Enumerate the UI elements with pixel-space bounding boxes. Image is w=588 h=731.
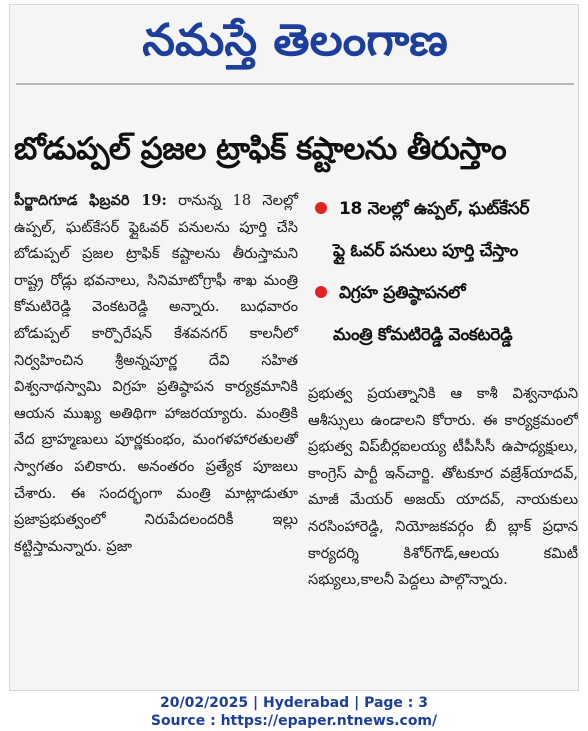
- article-text-right: ప్రభుత్వ ప్రయత్నానికి ఆ కాశీ విశ్వనాథుని ఆశీస్సులు ఉండాలని కోరారు. ఈ కార్యక్రమంలో ప్రభుత్వ విప్‌బీర్లఐలయ్య టీపీసీసీ ఉపాధ్యక్షులు, కాంగ్రెస్‌ పార్టీ ఇన్‌చార్జి. తోటకూర వజ్రేశ్‌యాదవ్‌, మాజీ మేయర్‌ అజయ్‌ యాదవ్‌, నాయకులు నరసింహారెడ్డి, నియోజకవర్గం బీ బ్లాక్‌ ప్రధాన కార్యదర్శి కిశోర్‌గౌడ్‌,ఆలయ కమిటీ సభ్యులు,కాలనీ పెద్దలు పాల్గొన్నారు.: [308, 385, 578, 589]
- masthead-divider: [16, 83, 574, 85]
- footer-source-link[interactable]: Source : https://epaper.ntnews.com/: [150, 713, 438, 729]
- highlights-box: [309, 188, 579, 368]
- highlight-item: [309, 188, 579, 272]
- highlight-line: విగ్రహ ప్రతిష్ఠాపనలో: [339, 283, 466, 303]
- newspaper-masthead: నమస్తే తెలంగాణ: [142, 15, 448, 66]
- article-headline: బోడుప్పల్‌ ప్రజల ట్రాఫిక్‌ కష్టాలను తీరుస్తాం: [14, 131, 507, 167]
- article-body-left: [14, 188, 298, 560]
- highlight-line: ఫ్లై ఓవర్‌ పనులు పూర్తి చేస్తాం: [333, 241, 518, 261]
- highlight-line: మంత్రి కోమటిరెడ్డి వెంకటరెడ్డి: [333, 325, 513, 345]
- dateline: పీర్జాదిగూడ ఫిబ్రవరి 19:: [14, 192, 167, 209]
- bullet-dot-icon: [315, 286, 327, 298]
- highlight-line: 18 నెలల్లో ఉప్పల్‌, ఘట్‌కేసర్‌: [339, 199, 530, 219]
- article-paragraph: [14, 188, 298, 560]
- bullet-dot-icon: [315, 202, 327, 214]
- news-clipping: [9, 4, 579, 691]
- highlight-item: [309, 272, 579, 356]
- article-body-right: [308, 381, 578, 594]
- footer-date-page: 20/02/2025 | Hyderabad | Page : 3: [159, 695, 429, 711]
- article-text-left: రానున్న 18 నెలల్లో ఉప్పల్‌, ఘట్‌కేసర్‌ ఫ్లైఓవర్‌ పనులను పూర్తి చేసి బోడుప్పల్‌ ప్రజల ట్రాఫిక్‌ కష్టాలను తీరుస్తామని రాష్ట్ర రోడ్లు భవనాలు, సినిమాటోగ్రాఫీ శాఖ మంత్రి కోమటిరెడ్డి వెంకటరెడ్డి అన్నారు. బుధవారం బోడుప్పల్‌ కార్పొరేషన్‌ కేశవనగర్‌ కాలనీలో నిర్వహించిన శ్రీఅన్నపూర్ణ దేవి సహిత విశ్వనాథస్వామి విగ్రహ ప్రతిష్ఠాపన కార్యక్రమానికి ఆయన ముఖ్య అతిథిగా హాజరయ్యారు. మంత్రికి వేద బ్రాహ్మణులు పూర్ణకుంభం, మంగళహారతులతో స్వాగతం పలికారు. అనంతరం ప్రత్యేక పూజలు చేశారు. ఈ సందర్భంగా మంత్రి మాట్లాడుతూ ప్రజాప్రభుత్వంలో నిరుపేదలందరికీ ఇల్లు కట్టిస్తామన్నారు. ప్రజా: [14, 192, 298, 555]
